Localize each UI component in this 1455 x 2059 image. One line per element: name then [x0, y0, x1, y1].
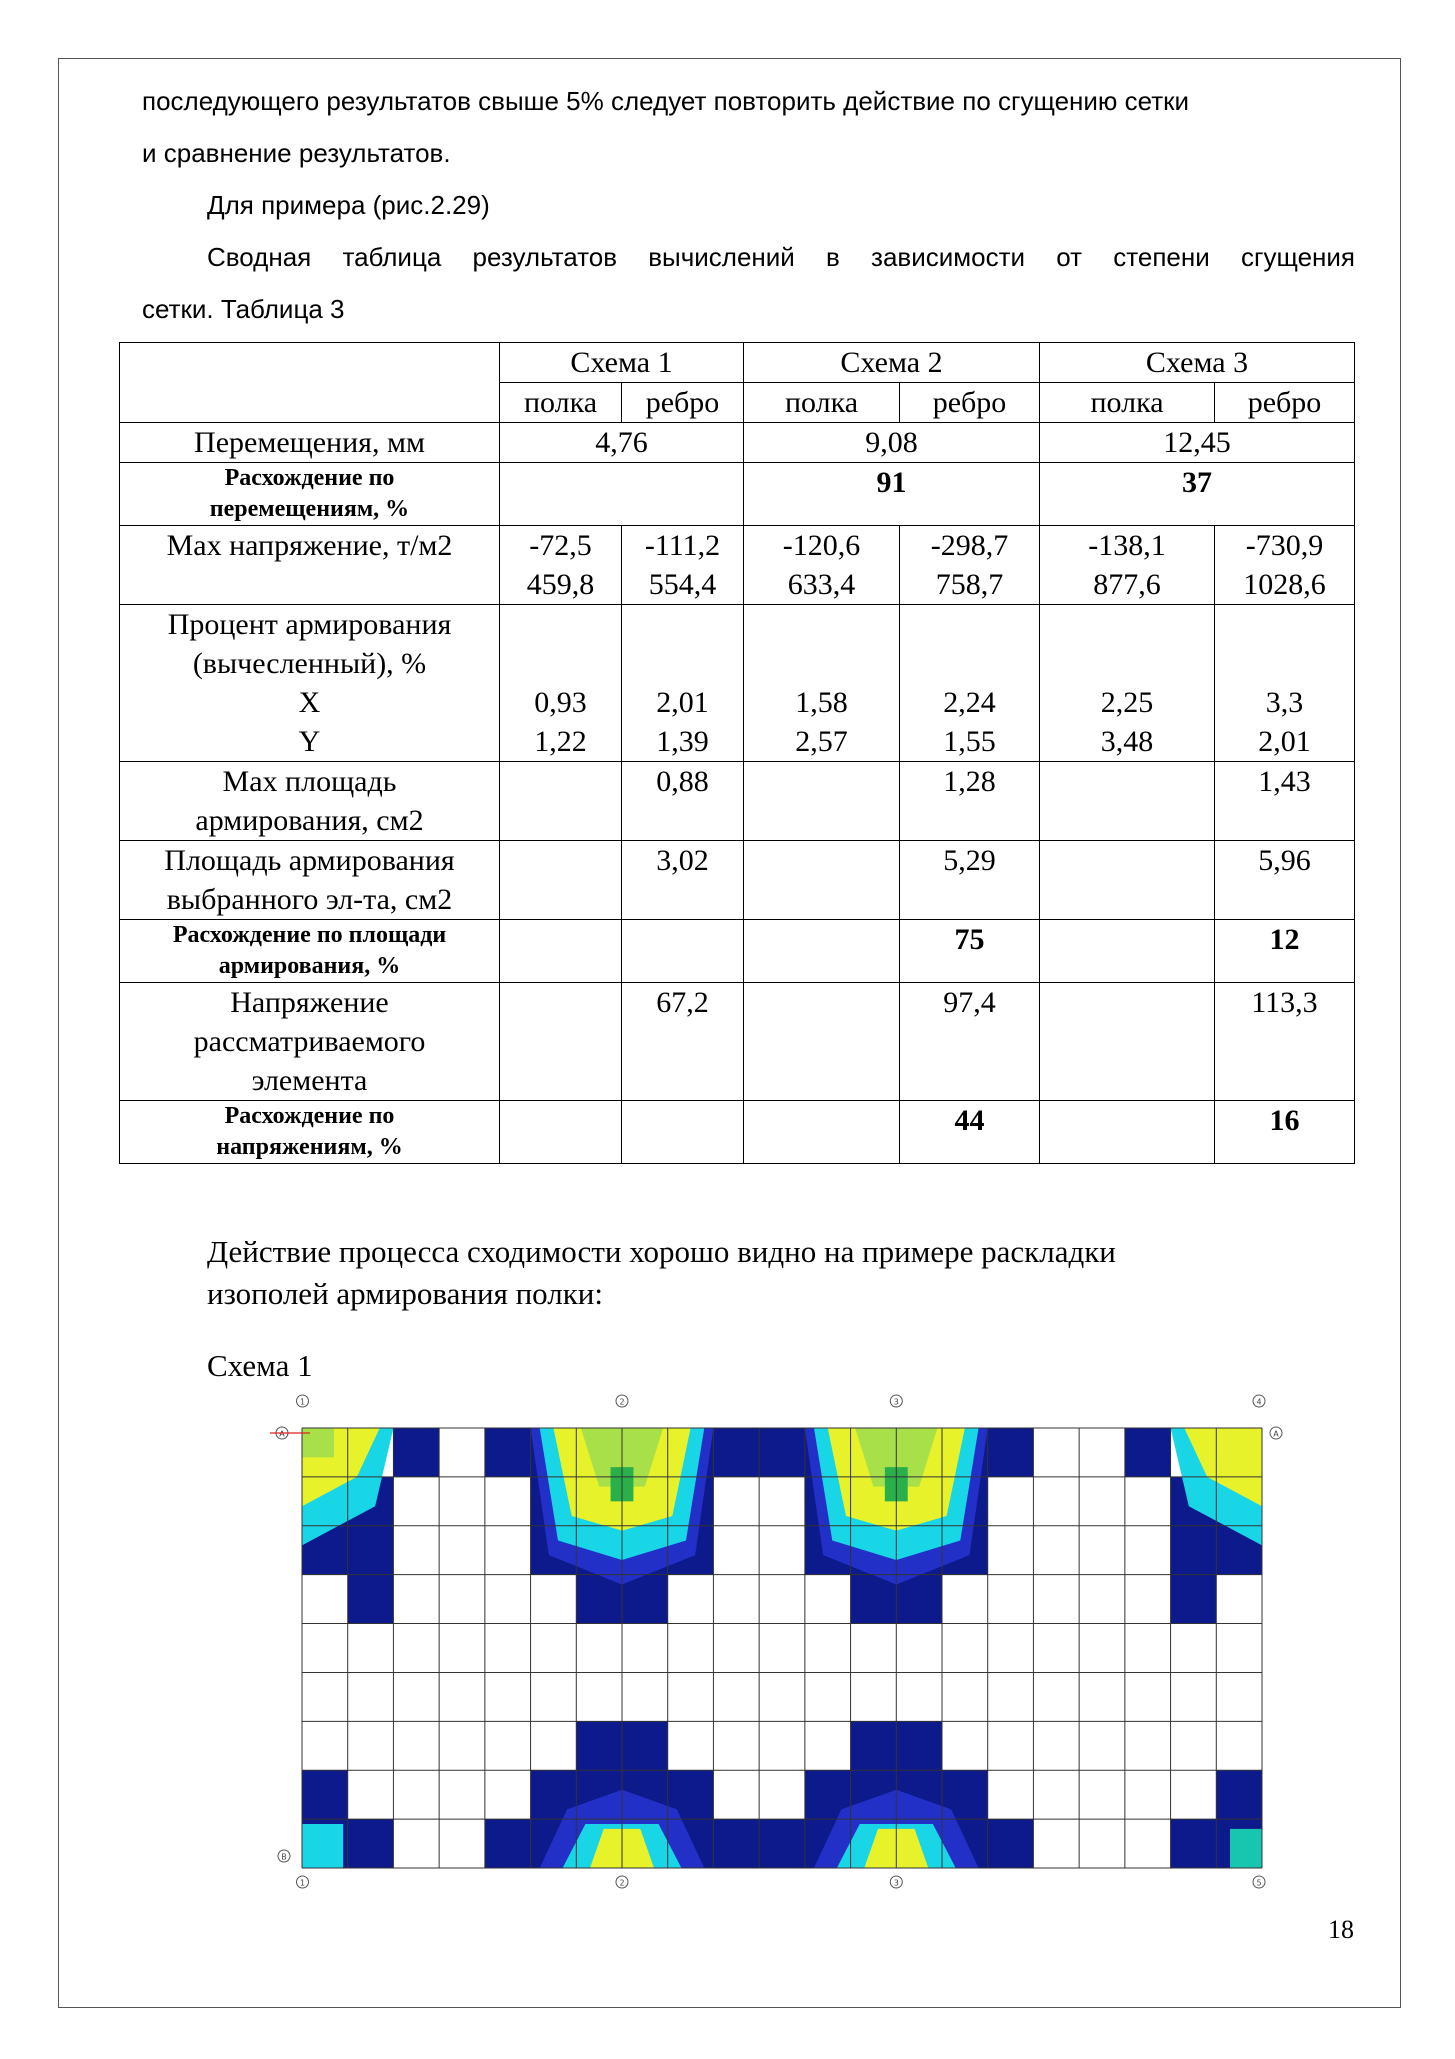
isofield-cell	[896, 1721, 942, 1770]
table-cell: 1,28	[900, 762, 1040, 841]
isofield-cell	[1171, 1819, 1217, 1868]
axis-tag	[297, 1876, 309, 1888]
table-cell: 113,3	[1215, 983, 1355, 1101]
table-cell	[622, 1101, 744, 1164]
table-subheader: ребро	[622, 383, 744, 423]
intro-line-3: Для примера (рис.2.29)	[207, 190, 490, 220]
isofield-cell	[896, 1575, 942, 1624]
axis-tag	[616, 1395, 628, 1407]
table-subheader: полка	[500, 383, 622, 423]
isofield-cell	[576, 1575, 622, 1624]
isofield-cell	[622, 1575, 668, 1624]
svg-text:B: B	[281, 1852, 287, 1862]
svg-text:1: 1	[299, 1878, 306, 1888]
table-cell	[500, 920, 622, 983]
isofield-cell	[759, 1819, 805, 1868]
table-row-element-stress	[120, 983, 1355, 1101]
isofield-cell	[348, 1819, 394, 1868]
row-label: Расхождение по напряжениям, %	[120, 1101, 500, 1164]
isofield-cell	[485, 1428, 531, 1477]
table-corner-cell	[120, 343, 500, 423]
table-subheader: ребро	[1215, 383, 1355, 423]
table-cell: 12	[1215, 920, 1355, 983]
axis-tag	[1253, 1876, 1265, 1888]
table-row-schemes	[120, 343, 1355, 383]
isofield-cell	[485, 1819, 531, 1868]
table-cell: -138,1 877,6	[1040, 526, 1215, 605]
isofield-cell	[393, 1428, 439, 1477]
svg-text:A: A	[279, 1429, 285, 1439]
intro-line-4: Сводная таблица результатов вычислений в зависимости от степени сгущения	[207, 242, 1355, 272]
table-cell: 2,24 1,55	[900, 605, 1040, 762]
svg-text:2: 2	[619, 1397, 625, 1407]
row-label: Расхождение по перемещениям, %	[120, 463, 500, 526]
table-header-scheme-3: Схема 3	[1040, 343, 1355, 383]
table-header-scheme-1: Схема 1	[500, 343, 744, 383]
row-label: Расхождение по площади армирования, %	[120, 920, 500, 983]
row-label: Площадь армирования выбранного эл-та, см2	[120, 841, 500, 920]
table-cell: 1,43	[1215, 762, 1355, 841]
isofield-patch	[1230, 1829, 1262, 1868]
svg-text:A: A	[1273, 1429, 1279, 1439]
intro-line-5: сетки. Таблица 3	[142, 294, 345, 324]
isofield-fill	[302, 1428, 1262, 1868]
isofield-cell	[1171, 1526, 1217, 1575]
table-row-stress	[120, 526, 1355, 605]
table-cell: -120,6 633,4	[744, 526, 900, 605]
table-cell	[500, 1101, 622, 1164]
reinforcement-isofield-figure	[270, 1393, 1290, 1893]
row-label: Перемещения, мм	[120, 423, 500, 463]
table-cell: 9,08	[744, 423, 1040, 463]
table-cell: 3,3 2,01	[1215, 605, 1355, 762]
table-cell: 12,45	[1040, 423, 1355, 463]
axis-tag	[1253, 1395, 1265, 1407]
table-cell: 0,93 1,22	[500, 605, 622, 762]
table-cell	[1040, 841, 1215, 920]
isofield-patch	[302, 1824, 343, 1868]
isofield-cell	[851, 1721, 897, 1770]
svg-text:3: 3	[893, 1878, 899, 1888]
intro-line-2: и сравнение результатов.	[142, 138, 451, 168]
table-cell	[744, 762, 900, 841]
table-cell: 44	[900, 1101, 1040, 1164]
table-subheader: ребро	[900, 383, 1040, 423]
table-cell: 2,25 3,48	[1040, 605, 1215, 762]
row-label: Напряжение рассматриваемого элемента	[120, 983, 500, 1101]
intro-line-1: последующего результатов свыше 5% следует повторить действие по сгущению сетки	[142, 86, 1190, 116]
isofield-cell	[622, 1721, 668, 1770]
isofield-cell	[302, 1770, 348, 1819]
table-cell: -72,5 459,8	[500, 526, 622, 605]
row-label: Max напряжение, т/м2	[120, 526, 500, 605]
axis-tag	[890, 1876, 902, 1888]
svg-text:5: 5	[1256, 1878, 1262, 1888]
scheme-label: Схема 1	[207, 1348, 313, 1383]
isofield-cell	[713, 1428, 759, 1477]
isofield-cell	[348, 1526, 394, 1575]
svg-text:2: 2	[619, 1878, 625, 1888]
table-cell	[1040, 920, 1215, 983]
isofield-cell	[348, 1575, 394, 1624]
isofield-cell	[988, 1819, 1034, 1868]
after-line-1: Действие процесса сходимости хорошо видно на примере раскладки	[207, 1234, 1116, 1269]
table-row-stress-diff	[120, 1101, 1355, 1164]
table-cell	[500, 983, 622, 1101]
axis-tag	[1270, 1427, 1282, 1439]
table-subheader: полка	[1040, 383, 1215, 423]
row-label: Процент армирования (вычесленный), % X Y	[120, 605, 500, 762]
table-cell: 5,96	[1215, 841, 1355, 920]
svg-text:1: 1	[299, 1397, 306, 1407]
svg-text:3: 3	[893, 1397, 899, 1407]
axis-tag	[890, 1395, 902, 1407]
table-cell	[622, 920, 744, 983]
table-cell: 3,02	[622, 841, 744, 920]
table-cell: 5,29	[900, 841, 1040, 920]
table-subheader: полка	[744, 383, 900, 423]
isofield-cell	[988, 1428, 1034, 1477]
table-row-selected-area	[120, 841, 1355, 920]
table-cell: 91	[744, 463, 1040, 526]
table-cell	[744, 841, 900, 920]
table-header-scheme-2: Схема 2	[744, 343, 1040, 383]
table-cell: -111,2 554,4	[622, 526, 744, 605]
table-row-reinforcement	[120, 605, 1355, 762]
table-cell: 97,4	[900, 983, 1040, 1101]
table-cell	[1040, 983, 1215, 1101]
axis-tag	[278, 1850, 290, 1862]
table-cell	[500, 841, 622, 920]
table-cell: 67,2	[622, 983, 744, 1101]
table-cell: 1,58 2,57	[744, 605, 900, 762]
table-cell	[1040, 1101, 1215, 1164]
results-table	[119, 342, 1355, 1164]
table-row-area-diff	[120, 920, 1355, 983]
table-cell: 2,01 1,39	[622, 605, 744, 762]
table-cell	[1040, 762, 1215, 841]
table-cell: 75	[900, 920, 1040, 983]
axis-tag	[297, 1395, 309, 1407]
table-row-displacement-diff	[120, 463, 1355, 526]
isofield-cell	[1171, 1575, 1217, 1624]
table-row-max-area	[120, 762, 1355, 841]
row-label: Max площадь армирования, см2	[120, 762, 500, 841]
isofield-cell	[1216, 1770, 1262, 1819]
table-cell	[744, 983, 900, 1101]
table-cell: 37	[1040, 463, 1355, 526]
table-cell	[500, 463, 744, 526]
after-line-2: изополей армирования полки:	[207, 1276, 603, 1311]
page-number: 18	[1328, 1915, 1354, 1944]
isofield-cell	[759, 1428, 805, 1477]
table-cell: -298,7 758,7	[900, 526, 1040, 605]
table-cell	[744, 920, 900, 983]
table-cell	[744, 1101, 900, 1164]
svg-text:4: 4	[1256, 1397, 1262, 1407]
mesh-grid	[270, 1428, 1262, 1868]
table-cell: 0,88	[622, 762, 744, 841]
isofield-cell	[851, 1575, 897, 1624]
table-cell	[500, 762, 622, 841]
table-cell: 4,76	[500, 423, 744, 463]
table-cell: 16	[1215, 1101, 1355, 1164]
axis-tag	[616, 1876, 628, 1888]
table-row-displacement	[120, 423, 1355, 463]
isofield-cell	[576, 1721, 622, 1770]
table-cell: -730,9 1028,6	[1215, 526, 1355, 605]
isofield-cell	[713, 1819, 759, 1868]
isofield-cell	[1125, 1428, 1171, 1477]
